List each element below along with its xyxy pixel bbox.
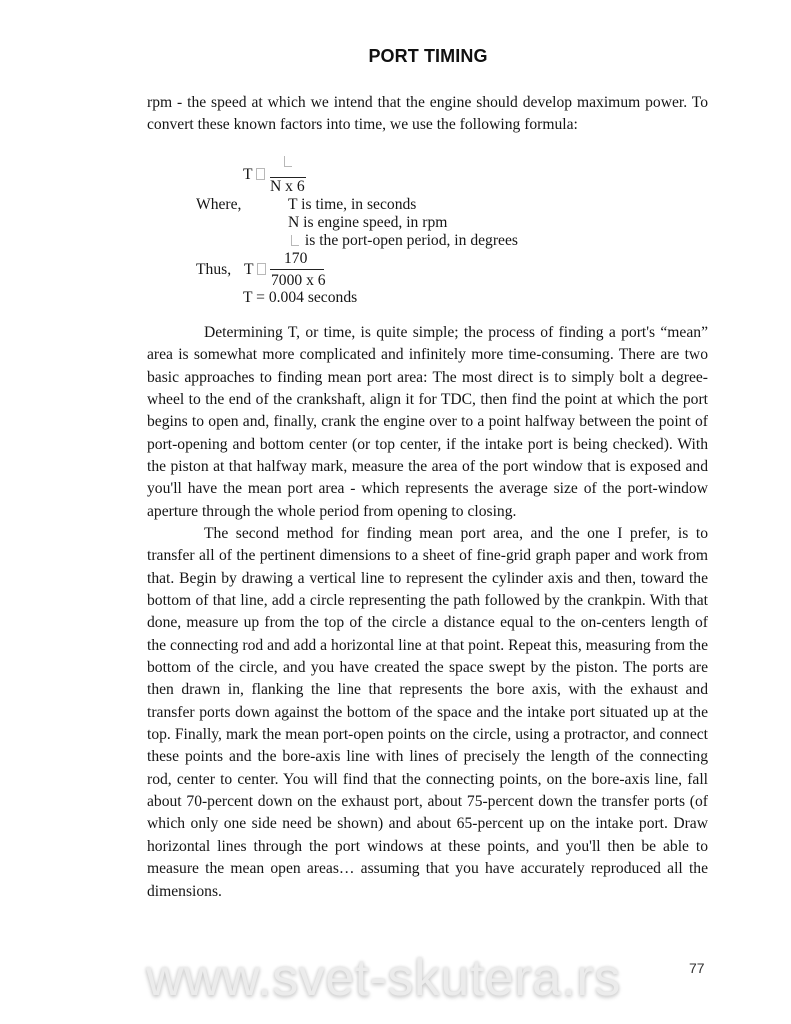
paragraph-graph-method — [147, 523, 708, 903]
formula-lhs — [243, 166, 267, 184]
definition-theta — [288, 232, 518, 250]
definition-n: N is engine speed, in rpm — [288, 214, 448, 231]
thus-fraction-bar — [270, 269, 324, 270]
where-label: Where, — [196, 196, 242, 213]
thus-numerator: 170 — [284, 250, 308, 267]
paragraph-mean-port-area — [147, 322, 708, 523]
thus-denominator: 7000 x 6 — [271, 272, 326, 289]
thus-label: Thus, — [196, 261, 232, 278]
watermark: www.svet-skutera.rs — [146, 949, 621, 1007]
paragraph-text: The second method for finding mean port area, and the one I prefer, is to transfer all of the pertinent dimensions to a sheet of fine-grid graph paper and work from that. Begin by drawing a vertical line to represent the cylinder axis and then, toward the bottom of that line, add a circle representing the path followed by the crankpin. With that done, measure up from the top of the circle a distance equal to the on-centers length of the connecting rod and add a horizontal line at that point. Repeat this, measuring from the bottom of the circle, and you have created the space swept by the piston. The ports are then drawn in, flanking the line that represents the bore axis, with the exhaust and transfer ports down against the bottom of the space and the intake port situated up at the top. Finally, mark the mean port-open points on the circle, using a protractor, and connect these points and the bore-axis line with lines of precisely the length of the connecting rod, center to center. You will find that the connecting points, on the bore-axis line, fall about 70-percent down on the exhaust port, about 75-percent down the transfer ports (of which only one side need be shown) and about 65-percent up on the intake port. Draw horizontal lines through the port windows at these points, and you'll then be able to measure the mean open areas… assuming that you have accurately reproduced all the dimensions. — [147, 525, 708, 900]
equals-missing-glyph-icon — [257, 263, 266, 275]
theta-missing-glyph-icon — [291, 235, 299, 246]
thus-lhs-variable: T — [244, 261, 254, 278]
formula-denominator: N x 6 — [270, 178, 305, 195]
definition-t: T is time, in seconds — [288, 196, 417, 213]
definition-theta-text: is the port-open period, in degrees — [304, 232, 518, 249]
intro-text: rpm - the speed at which we intend that the engine should develop maximum power. To convert these known factors into time, we use the following formula: — [147, 94, 708, 134]
intro-paragraph — [147, 92, 708, 137]
formula-lhs-variable: T — [243, 166, 253, 183]
paragraph-text: Determining T, or time, is quite simple; the process of finding a port's “mean” area is somewhat more complicated and infinitely more time-consuming. There are two basic approaches to finding mean port area: The most direct is to simply bolt a degree-wheel to the end of the crankshaft, align it for TDC, then find the point at which the port begins to open and, finally, crank the engine over to a point halfway between the point of port-opening and bottom center (or top center, if the intake port is being checked). With the piston at that halfway mark, measure the area of the port window that is exposed and you'll have the mean port area - which represents the average size of the port-window aperture through the whole period from opening to closing. — [147, 324, 708, 520]
formula-result: T = 0.004 seconds — [243, 289, 358, 306]
page-number: 77 — [689, 960, 705, 976]
page-title: PORT TIMING — [368, 46, 488, 66]
theta-missing-glyph-icon — [284, 156, 292, 167]
formula-numerator — [281, 153, 294, 171]
thus-lhs — [244, 261, 268, 279]
equals-missing-glyph-icon — [256, 168, 265, 180]
